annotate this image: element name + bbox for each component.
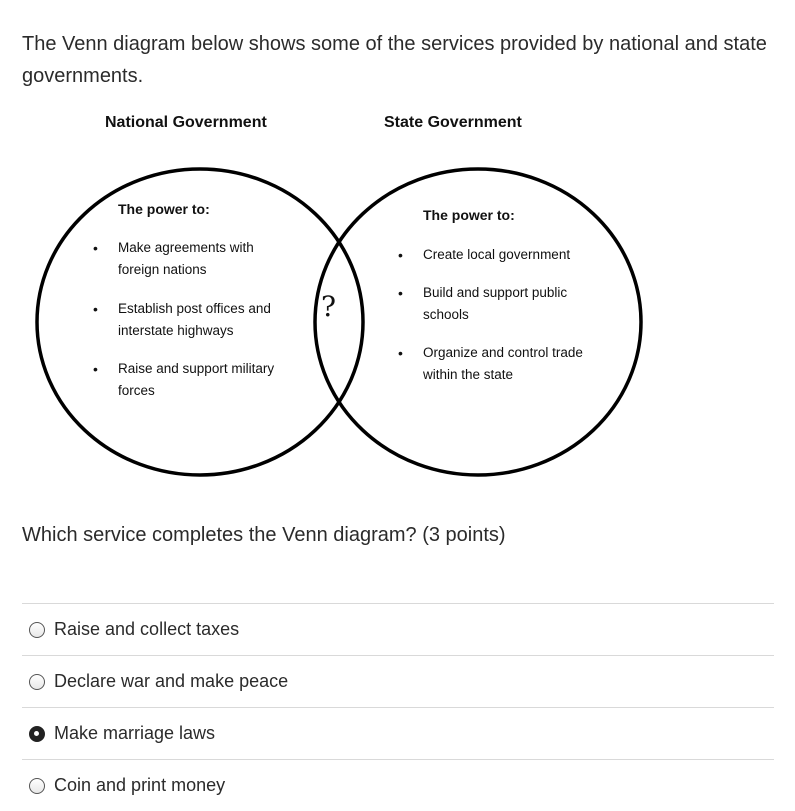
state-item-text: Organize and control trade within the state <box>423 345 583 382</box>
intro-text: The Venn diagram below shows some of the services provided by national and state governments. <box>22 33 767 87</box>
state-item-text: Build and support public schools <box>423 285 568 322</box>
national-item <box>93 358 298 402</box>
state-government-title: State Government <box>384 114 522 131</box>
national-item <box>93 237 298 281</box>
bullet-icon: • <box>398 285 403 301</box>
bullet-icon: • <box>398 345 403 361</box>
answer-option[interactable] <box>22 655 774 707</box>
bullet-icon: • <box>93 361 98 377</box>
state-item-text: Create local government <box>423 247 571 262</box>
overlap-question-mark: ? <box>321 290 337 323</box>
radio-button-icon[interactable] <box>29 778 45 794</box>
radio-button-icon[interactable] <box>29 622 45 638</box>
national-item-text: Raise and support military forces <box>118 361 275 398</box>
national-government-title: National Government <box>105 114 267 131</box>
state-item <box>398 282 603 326</box>
state-item <box>398 342 603 386</box>
state-power-heading: The power to: <box>423 207 515 223</box>
radio-button-icon[interactable] <box>29 674 45 690</box>
national-item-text: Make agreements with foreign nations <box>118 240 254 277</box>
bullet-icon: • <box>93 240 98 256</box>
answer-option-label[interactable]: Make marriage laws <box>54 723 216 743</box>
bullet-icon: • <box>93 301 98 317</box>
bullet-icon: • <box>398 247 403 263</box>
answer-option[interactable] <box>22 603 774 655</box>
answer-option-label[interactable]: Declare war and make peace <box>54 671 289 691</box>
answer-options <box>22 603 774 811</box>
state-item <box>398 244 603 266</box>
national-item-text: Establish post offices and interstate highways <box>118 301 271 338</box>
answer-option-label[interactable]: Raise and collect taxes <box>54 619 240 639</box>
answer-option-label[interactable]: Coin and print money <box>54 775 226 795</box>
answer-option[interactable] <box>22 759 774 811</box>
answer-option[interactable] <box>22 707 774 759</box>
venn-diagram <box>0 100 795 500</box>
national-item <box>93 298 298 342</box>
radio-button-selected-icon[interactable] <box>29 726 45 742</box>
national-power-heading: The power to: <box>118 201 210 217</box>
question-text: Which service completes the Venn diagram? (3 points) <box>22 524 506 546</box>
